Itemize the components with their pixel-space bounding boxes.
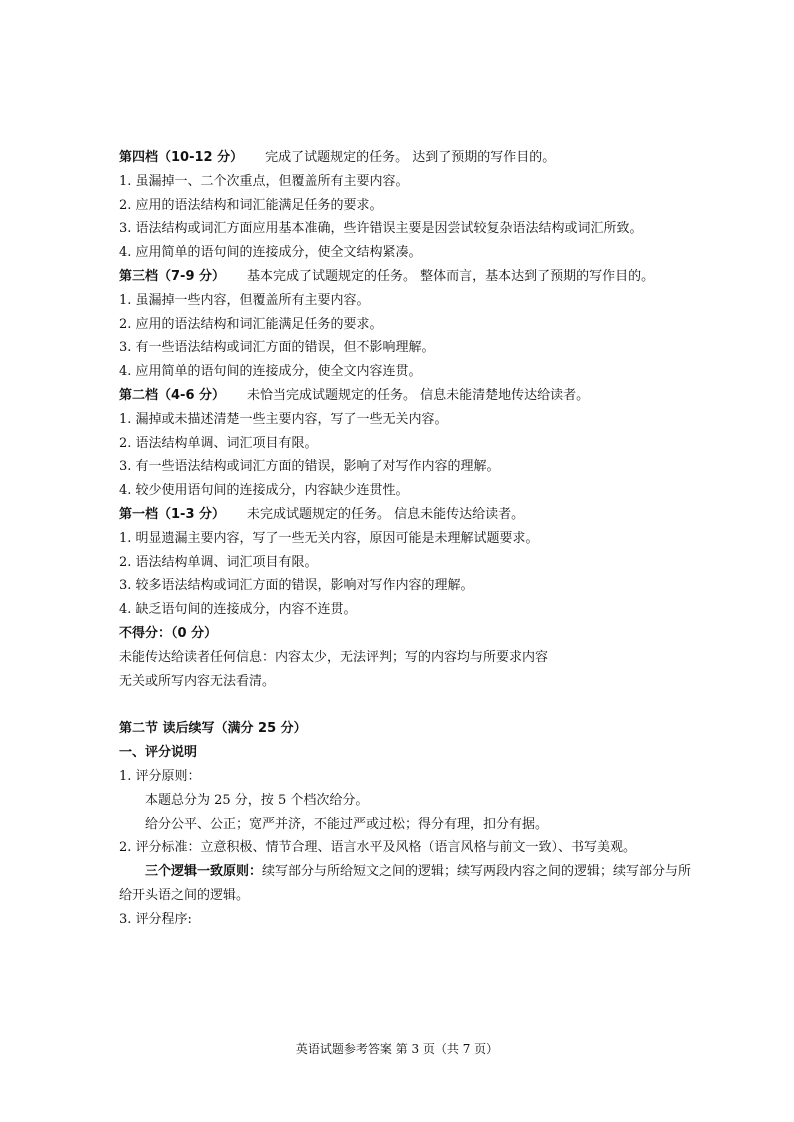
list-item: 4. 应用简单的语句间的连接成分，使全文内容连贯。 [119,364,422,380]
tier-title: 第三档（7-9 分） [119,268,226,284]
tier-4-heading [119,146,699,170]
tier-title: 第一档（1-3 分） [119,506,226,522]
section-2-subtitle: 一、评分说明 [119,745,198,761]
list-item: 2. 语法结构单调、词汇项目有限。 [119,554,318,570]
tier-title: 第四档（10-12 分） [119,150,244,165]
list-item: 2. 语法结构单调、词汇项目有限。 [119,435,318,451]
principle-label: 1. 评分原则： [119,768,201,784]
zero-score-text: 无关或所写内容无法看清。 [119,673,276,689]
logic-principle [119,860,699,908]
tier-desc: 完成了试题规定的任务。 达到了预期的写作目的。 [265,150,556,165]
zero-score-text: 未能传达给读者任何信息：内容太少，无法评判；写的内容均与所要求内容 [119,649,549,665]
list-item: 2. 应用的语法结构和词汇能满足任务的要求。 [119,316,383,332]
principle-text: 本题总分为 25 分，按 5 个档次给分。 [145,792,369,808]
section-2-title: 第二节 读后续写（满分 25 分） [119,721,307,737]
list-item: 3. 有一些语法结构或词汇方面的错误，影响了对写作内容的理解。 [119,459,500,475]
tier-3-heading [119,265,699,289]
list-item: 1. 虽漏掉一、二个次重点，但覆盖所有主要内容。 [119,173,409,189]
zero-score-heading: 不得分：（0 分） [119,625,218,641]
tier-desc: 基本完成了试题规定的任务。 整体而言，基本达到了预期的写作目的。 [247,268,655,284]
logic-principle-text: 续写部分与所给短文之间的逻辑；续写两段内容之间的逻辑；续写部分与所给开头语之间的逻辑。 [119,864,692,903]
tier-2-heading [119,384,699,408]
page-footer: 英语试题参考答案 第 3 页（共 7 页） [295,1042,499,1056]
list-item: 2. 应用的语法结构和词汇能满足任务的要求。 [119,197,383,213]
principle-text: 给分公平、公正；宽严并济，不能过严或过松；得分有理，扣分有据。 [145,816,549,832]
logic-principle-label: 三个逻辑一致原则： [145,864,263,880]
list-item: 1. 明显遗漏主要内容，写了一些无关内容，原因可能是未理解试题要求。 [119,530,539,546]
answer-page-body [119,146,699,932]
tier-desc: 未恰当完成试题规定的任务。 信息未能清楚地传达给读者。 [247,387,590,403]
tier-title: 第二档（4-6 分） [119,387,226,403]
list-item: 4. 应用简单的语句间的连接成分，使全文结构紧凑。 [119,245,422,261]
list-item: 3. 有一些语法结构或词汇方面的错误，但不影响理解。 [119,340,435,356]
list-item: 1. 漏掉或未描述清楚一些主要内容，写了一些无关内容。 [119,411,448,427]
list-item: 4. 缺乏语句间的连接成分，内容不连贯。 [119,602,357,618]
list-item: 3. 语法结构或词汇方面应用基本准确，些许错误主要是因尝试较复杂语法结构或词汇所致。 [119,221,643,237]
tier-desc: 未完成试题规定的任务。 信息未能传达给读者。 [247,506,525,522]
criteria-text: 2. 评分标准：立意积极、情节合理、语言水平及风格（语言风格与前文一致）、书写美观。 [119,840,637,856]
list-item: 1. 虽漏掉一些内容，但覆盖所有主要内容。 [119,292,370,308]
list-item: 4. 较少使用语句间的连接成分，内容缺少连贯性。 [119,483,409,499]
section-gap [119,693,699,717]
list-item: 3. 较多语法结构或词汇方面的错误，影响对写作内容的理解。 [119,578,474,594]
tier-1-heading [119,503,699,527]
procedure-label: 3. 评分程序: [119,911,192,927]
